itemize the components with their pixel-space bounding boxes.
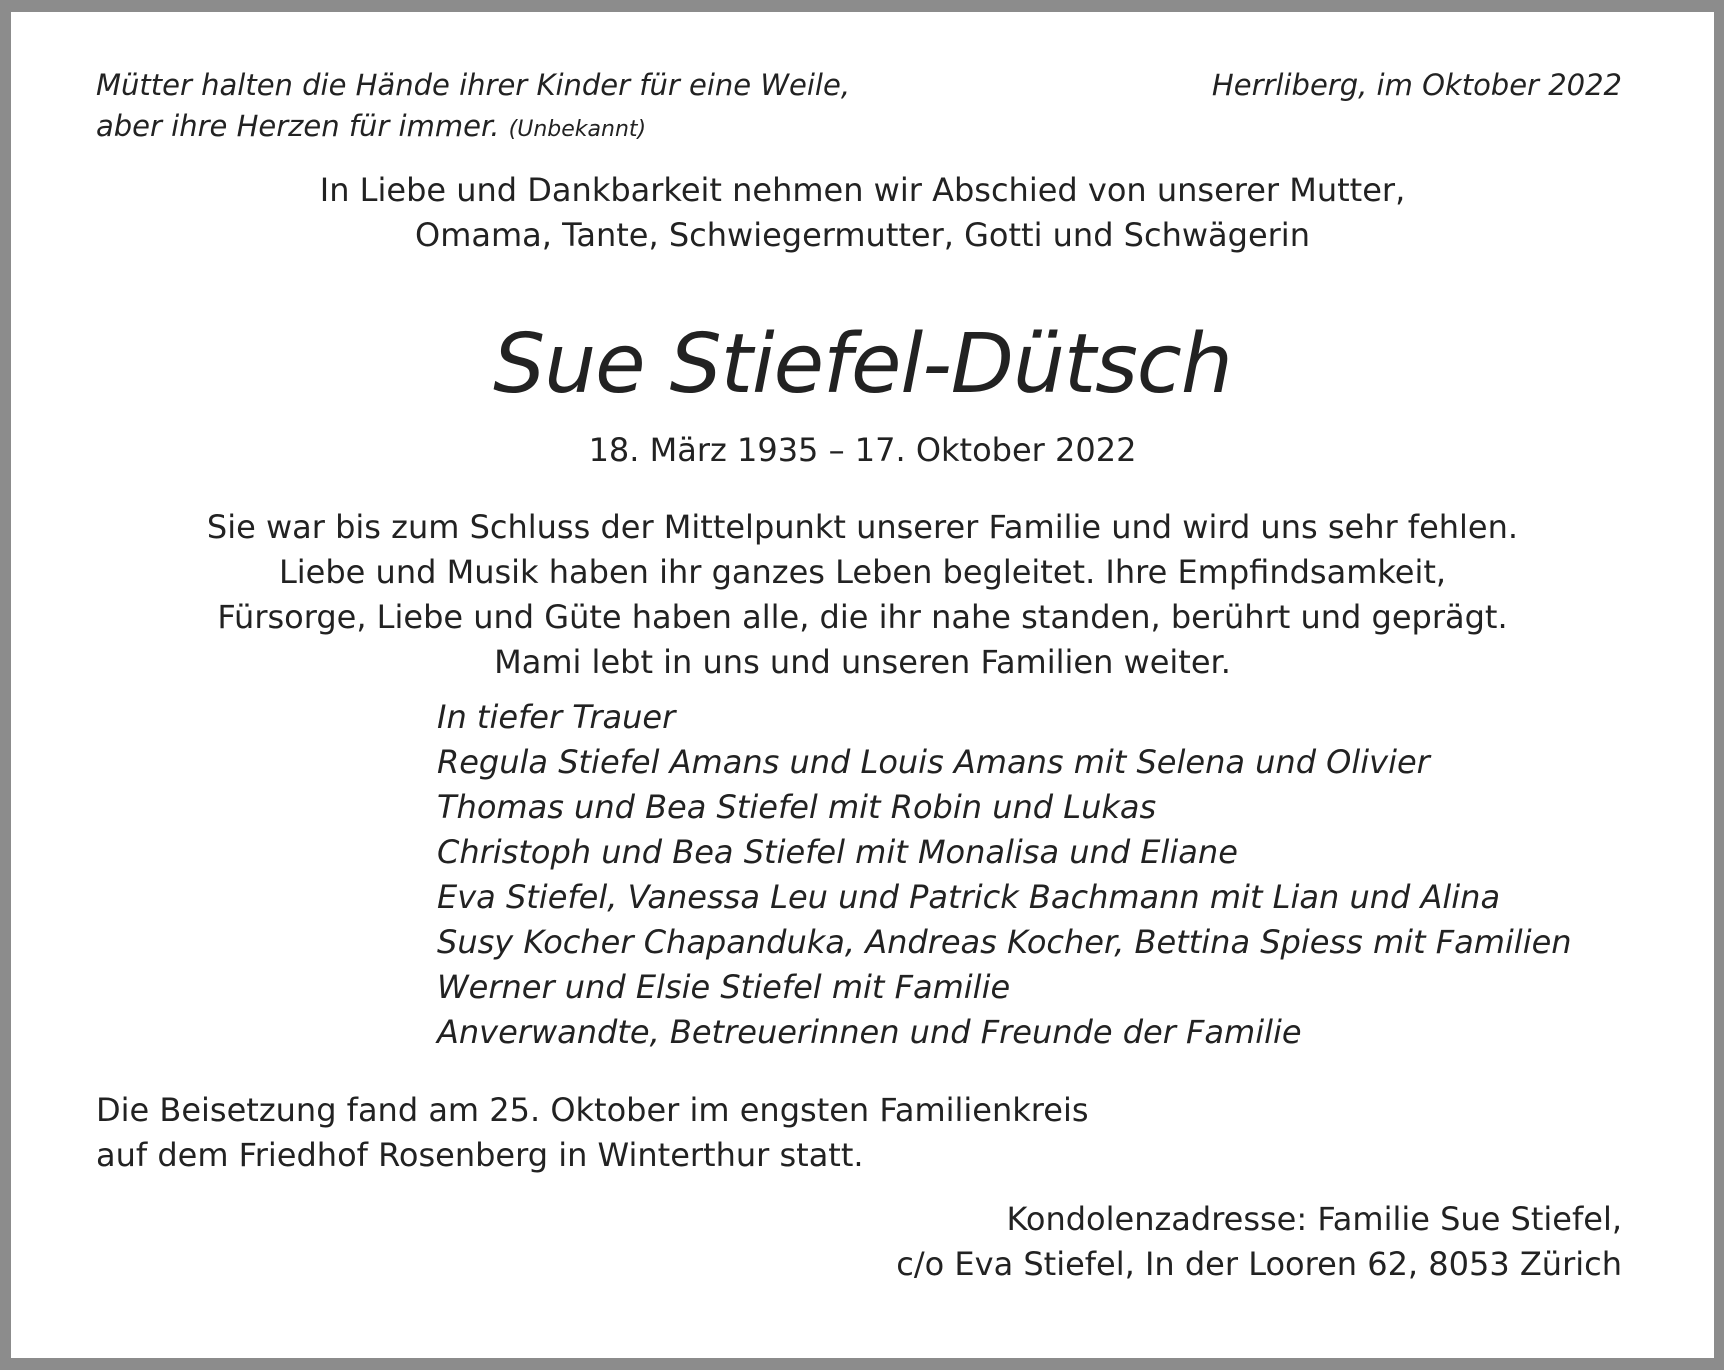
burial-notice bbox=[96, 1088, 1196, 1178]
condolence-address bbox=[722, 1197, 1622, 1287]
tribute-line: Liebe und Musik haben ihr ganzes Leben begleitet. Ihre Empfindsamkeit, bbox=[278, 553, 1447, 591]
quote-line-1: Mütter halten die Hände ihrer Kinder für eine Weile, bbox=[96, 68, 851, 102]
farewell-intro bbox=[11, 168, 1714, 258]
mourner-entry: Eva Stiefel, Vanessa Leu und Patrick Bachmann mit Lian und Alina bbox=[437, 878, 1501, 916]
tribute-line: Fürsorge, Liebe und Güte haben alle, die ihr nahe standen, berührt und geprägt. bbox=[217, 598, 1508, 636]
quote-line-2-text: aber ihre Herzen für immer. bbox=[96, 109, 500, 143]
mourner-entry: Susy Kocher Chapanduka, Andreas Kocher, Bettina Spiess mit Familien bbox=[437, 923, 1572, 961]
mourner-entry: Werner und Elsie Stiefel mit Familie bbox=[437, 968, 1011, 1006]
obituary-page bbox=[11, 12, 1714, 1358]
condolence-line-2: c/o Eva Stiefel, In der Looren 62, 8053 Zürich bbox=[896, 1245, 1622, 1283]
quote-line-2 bbox=[96, 106, 996, 150]
life-dates: 18. März 1935 – 17. Oktober 2022 bbox=[588, 431, 1137, 469]
burial-line-2: auf dem Friedhof Rosenberg in Winterthur statt. bbox=[96, 1136, 864, 1174]
intro-line-1: In Liebe und Dankbarkeit nehmen wir Abschied von unserer Mutter, bbox=[319, 171, 1406, 209]
tribute-line: Mami lebt in uns und unseren Familien weiter. bbox=[494, 643, 1231, 681]
intro-line-2: Omama, Tante, Schwiegermutter, Gotti und Schwägerin bbox=[415, 216, 1310, 254]
mourner-entry: Regula Stiefel Amans und Louis Amans mit Selena und Olivier bbox=[437, 743, 1430, 781]
mourners-heading: In tiefer Trauer bbox=[437, 698, 676, 736]
tribute-line: Sie war bis zum Schluss der Mittelpunkt unserer Familie und wird uns sehr fehlen. bbox=[206, 508, 1519, 546]
mourners-list bbox=[437, 695, 1637, 1055]
tribute-text bbox=[11, 505, 1714, 685]
epigraph-quote bbox=[96, 65, 996, 150]
mourner-entry: Thomas und Bea Stiefel mit Robin und Lukas bbox=[437, 788, 1157, 826]
quote-source: (Unbekannt) bbox=[508, 117, 647, 142]
place-and-date: Herrliberg, im Oktober 2022 bbox=[1211, 68, 1622, 102]
mourner-entry: Christoph und Bea Stiefel mit Monalisa und Eliane bbox=[437, 833, 1238, 871]
condolence-line-1: Kondolenzadresse: Familie Sue Stiefel, bbox=[1006, 1200, 1622, 1238]
mourner-entry: Anverwandte, Betreuerinnen und Freunde der Familie bbox=[437, 1013, 1302, 1051]
burial-line-1: Die Beisetzung fand am 25. Oktober im engsten Familienkreis bbox=[96, 1091, 1089, 1129]
deceased-name: Sue Stiefel-Dütsch bbox=[493, 317, 1232, 412]
